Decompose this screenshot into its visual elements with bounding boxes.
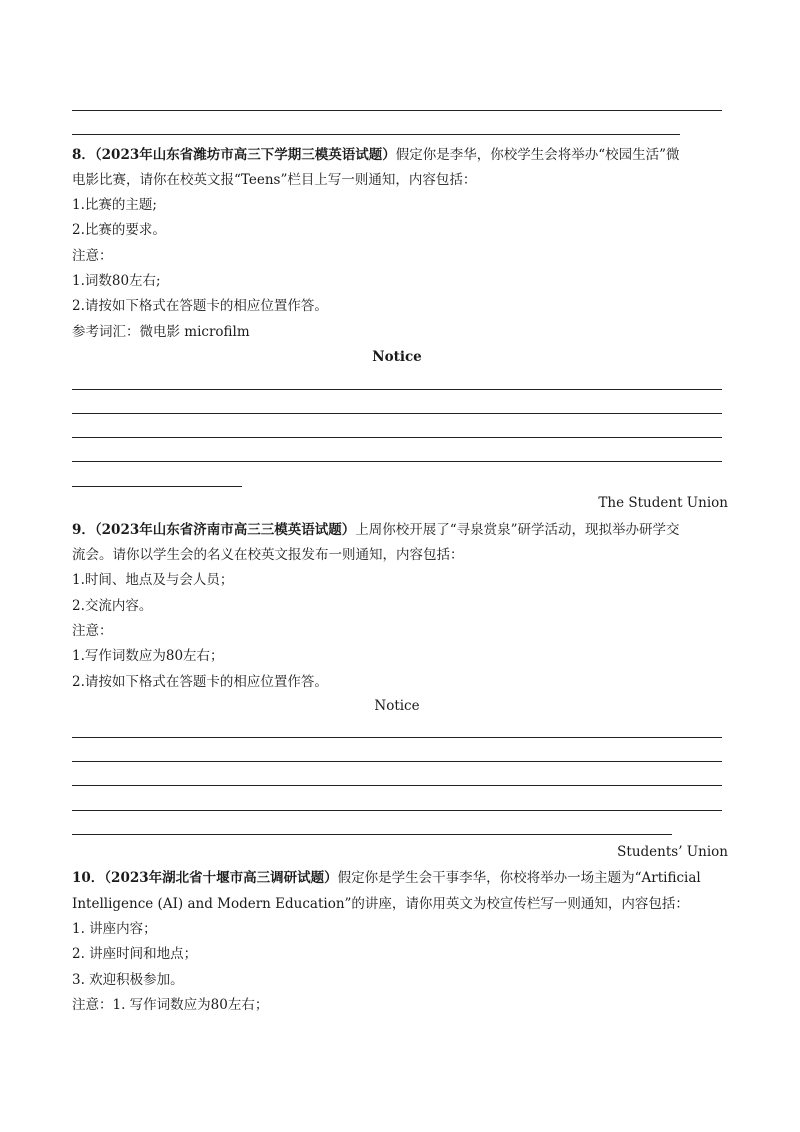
question-prompt-line: Intelligence (AI) and Modern Education”的讲座，请你用英文为校宣传栏写一则通知，内容包括： — [72, 896, 689, 912]
content-point: 2.比赛的要求。 — [72, 222, 166, 238]
question-8-header — [72, 146, 680, 164]
note-item: 1.词数80左右; — [72, 273, 161, 289]
question-source: （2023年山东省济南市高三三模英语试题） — [94, 522, 356, 538]
content-point: 3. 欢迎积极参加。 — [72, 972, 184, 988]
notice-signature: Students’ Union — [617, 844, 728, 860]
answer-line — [72, 486, 242, 487]
note-item: 注意：1. 写作词数应为80左右； — [72, 997, 269, 1013]
answer-line — [72, 737, 722, 738]
question-prompt-line: 流会。请你以学生会的名义在校英文报发布一则通知，内容包括： — [72, 547, 464, 563]
answer-line — [72, 785, 722, 786]
answer-line — [72, 810, 722, 811]
note-item: 2.请按如下格式在答题卡的相应位置作答。 — [72, 298, 328, 314]
note-item: 1.写作词数应为80左右； — [72, 648, 224, 664]
question-9-header — [72, 521, 680, 539]
note-label: 注意： — [72, 248, 113, 264]
answer-line — [72, 413, 722, 414]
question-source: （2023年山东省潍坊市高三下学期三模英语试题） — [94, 147, 396, 163]
content-point: 1.比赛的主题; — [72, 197, 157, 213]
vocabulary-hint: 参考词汇：微电影 microfilm — [72, 324, 250, 340]
question-number: 8． — [72, 147, 95, 163]
question-number: 10． — [72, 870, 105, 886]
question-prompt-line: 电影比赛，请你在校英文报“Teens”栏目上写一则通知，内容包括： — [72, 172, 477, 188]
answer-line — [72, 461, 722, 462]
question-prompt: 假定你是学生会干事李华，你校将举办一场主题为“Artificial — [337, 870, 701, 886]
note-label: 注意： — [72, 623, 113, 639]
question-10-header — [72, 869, 701, 887]
question-prompt: 上周你校开展了“寻泉赏泉”研学活动，现拟举办研学交 — [355, 522, 680, 538]
answer-line — [72, 761, 722, 762]
notice-heading: Notice — [374, 698, 420, 714]
answer-line — [72, 389, 722, 390]
notice-heading: Notice — [372, 349, 422, 365]
question-source: （2023年湖北省十堰市高三调研试题） — [104, 870, 338, 886]
content-point: 1.时间、地点及与会人员； — [72, 572, 234, 588]
note-item: 2.请按如下格式在答题卡的相应位置作答。 — [72, 674, 328, 690]
question-number: 9． — [72, 522, 95, 538]
answer-line — [72, 437, 722, 438]
question-prompt: 假定你是李华，你校学生会将举办“校园生活”微 — [395, 147, 680, 163]
content-point: 2. 讲座时间和地点； — [72, 946, 198, 962]
notice-signature: The Student Union — [598, 495, 728, 511]
answer-line — [72, 834, 672, 835]
answer-line — [72, 110, 722, 111]
content-point: 1. 讲座内容； — [72, 921, 157, 937]
answer-line — [72, 134, 680, 135]
content-point: 2.交流内容。 — [72, 598, 153, 614]
